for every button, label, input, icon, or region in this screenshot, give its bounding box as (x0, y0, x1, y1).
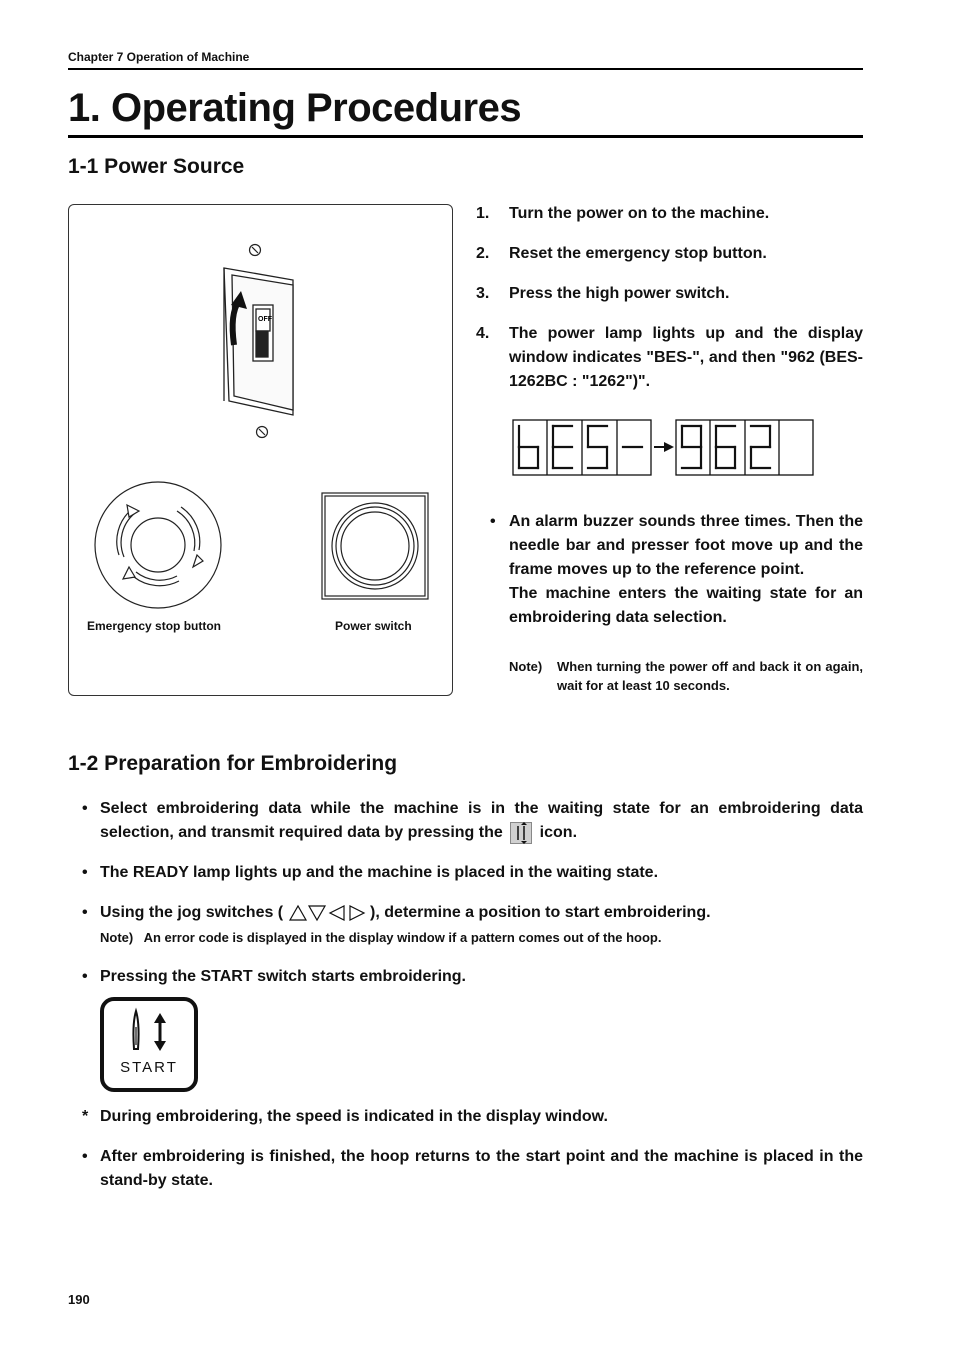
start-switch-illustration (100, 997, 198, 1092)
page-number: 190 (68, 1292, 90, 1307)
item-text-after: ), determine a position to start embroidering. (370, 904, 711, 921)
item-text-after: icon. (539, 824, 578, 841)
power-source-figure (68, 204, 453, 696)
step-text: The power lamp lights up and the display window indicates "BES-", and then "962 (BES-1262BC : "1262")". (509, 325, 863, 390)
start-switch-icon (100, 997, 198, 1092)
alarm-bullet (490, 510, 863, 630)
list-item (476, 322, 863, 394)
note-label: Note) (509, 659, 543, 674)
chapter-header: Chapter 7 Operation of Machine (68, 50, 250, 64)
item-text: During embroidering, the speed is indicated in the display window. (100, 1108, 608, 1125)
list-item (82, 861, 863, 885)
bullet-mark: • (82, 968, 88, 985)
note-label: Note) (100, 930, 134, 945)
power-switch-caption: Power switch (335, 619, 412, 633)
bullet-mark: • (82, 1148, 88, 1165)
bullet-mark: • (82, 864, 88, 881)
bullet-mark: * (82, 1108, 89, 1125)
jog-arrows-icon (288, 904, 366, 922)
item-text: After embroidering is finished, the hoop returns to the start point and the machine is placed in the stand-by state. (100, 1148, 863, 1189)
step-text: Reset the emergency stop button. (509, 245, 767, 262)
list-item (82, 901, 863, 925)
item-text: Using the jog switches ( (100, 904, 284, 921)
note-text: When turning the power off and back it on again, wait for at least 10 seconds. (557, 659, 863, 693)
emergency-stop-caption: Emergency stop button (87, 619, 222, 633)
step-text: Press the high power switch. (509, 285, 730, 302)
step-number: 2. (476, 245, 490, 262)
list-item (82, 965, 863, 989)
title-rule (68, 135, 863, 138)
switch-off-label: OFF (258, 316, 272, 323)
bullet-text-1: An alarm buzzer sounds three times. Then the needle bar and presser foot move up and the frame moves up to the reference point. (509, 513, 863, 578)
page-title: 1. Operating Procedures (68, 86, 522, 130)
step-text: Turn the power on to the machine. (509, 205, 770, 222)
step-number: 3. (476, 285, 490, 302)
list-item (82, 1145, 863, 1193)
start-label: START (120, 1059, 178, 1076)
header-rule (68, 68, 863, 70)
list-item (476, 282, 863, 306)
section-heading-power-source: 1-1 Power Source (68, 155, 245, 178)
bullet-mark: • (490, 513, 496, 530)
transmit-data-icon (510, 822, 532, 844)
list-item (82, 1105, 863, 1129)
power-note (509, 657, 863, 695)
list-item (476, 202, 863, 226)
item-text: Select embroidering data while the machine is in the waiting state for an embroidering data selection, and transmit required data by pressing the (100, 800, 863, 841)
error-note (100, 930, 661, 945)
power-switch-icon (322, 493, 428, 599)
bullet-mark: • (82, 904, 88, 921)
step-number: 4. (476, 325, 490, 342)
section-heading-preparation: 1-2 Preparation for Embroidering (68, 752, 398, 775)
note-text: An error code is displayed in the display window if a pattern comes out of the hoop. (143, 930, 662, 945)
arrow-right-icon (654, 442, 674, 452)
bullet-text-2: The machine enters the waiting state for an embroidering data selection. (509, 585, 863, 626)
power-steps-list (476, 202, 863, 410)
step-number: 1. (476, 205, 490, 222)
list-item (82, 797, 863, 845)
segment-display (512, 418, 816, 478)
list-item (476, 242, 863, 266)
bullet-mark: • (82, 800, 88, 817)
item-text: The READY lamp lights up and the machine is placed in the waiting state. (100, 864, 659, 881)
item-text: Pressing the START switch starts embroidering. (100, 968, 466, 985)
emergency-stop-icon (95, 482, 221, 608)
